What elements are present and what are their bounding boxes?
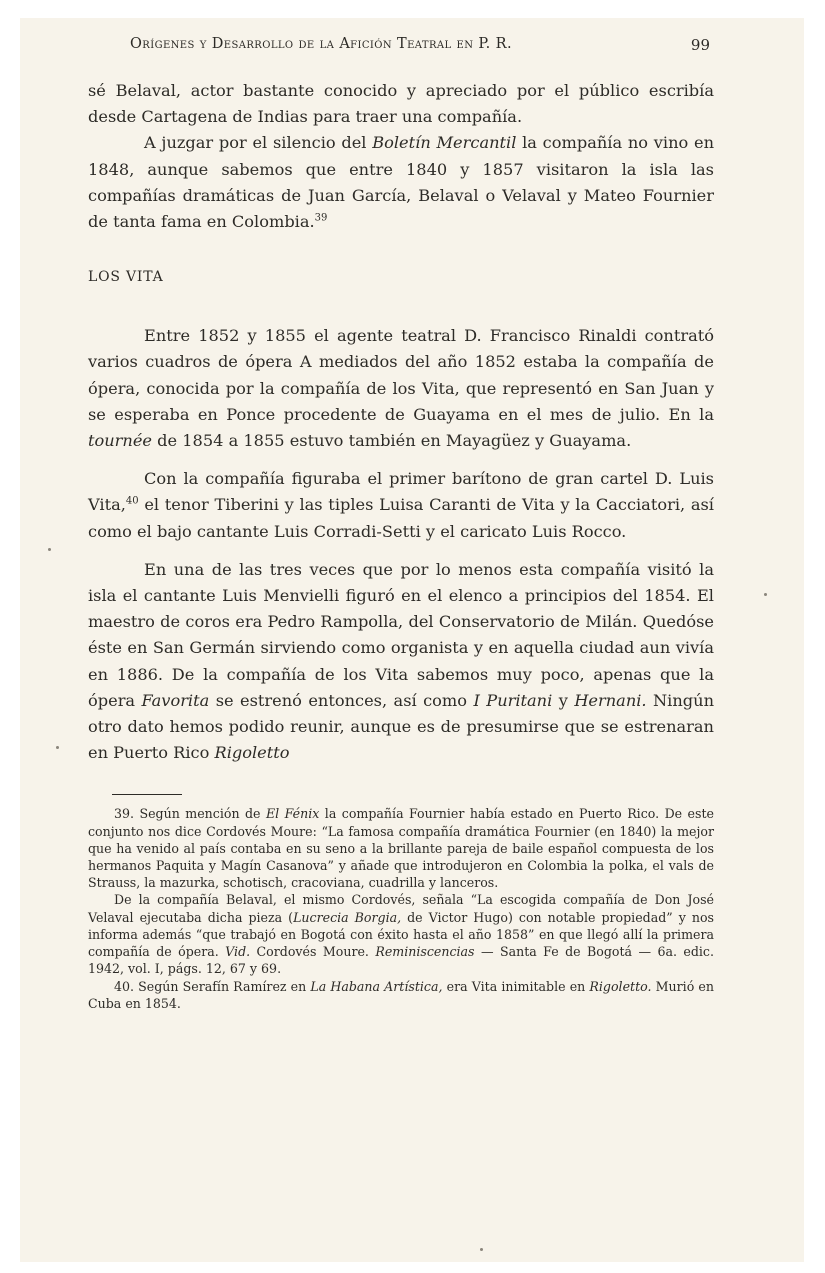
text-run: Con la compañía figuraba el primer barítono de gran cartel D. Luis Vita, bbox=[88, 469, 714, 515]
italic-title: I Puritani bbox=[473, 690, 553, 710]
italic-title: Reminiscencias bbox=[375, 944, 475, 960]
italic-title: Rigoletto. bbox=[589, 978, 652, 994]
italic-title: La Habana Artística, bbox=[310, 978, 443, 994]
paragraph-5 bbox=[88, 557, 714, 767]
text-run: el tenor Tiberini y las tiples Luisa Caranti de Vita y la Cacciatori, así como el bajo cantante Luis Corradi-Setti y el caricato Luis Rocco. bbox=[88, 495, 714, 541]
paragraph-2 bbox=[88, 130, 714, 235]
italic-title: Boletín Mercantil bbox=[372, 133, 517, 153]
text-run: la compañía Fournier había estado en Puerto Rico. De este conjunto nos dice Cordovés Moure: “La famosa compañía dramática Fournier (en 1840) la mejor que ha venido al país contaba en su seno a la brillante pareja de baile español compuesta de los hermanos Paquita y Magín Casanova” y añade que introdujeron en Colombia la polka, el vals de Strauss, la mazurka, schotisch, cracoviana, cuadrilla y lanceros. bbox=[88, 806, 714, 891]
text-run: Entre 1852 y 1855 el agente teatral D. Francisco Rinaldi contrató varios cuadros de ópera A mediados del año 1852 estaba la compañía de ópera, conocida por la compañía de los Vita, que representó en San Juan y se esperaba en Ponce procedente de Guayama en el mes de julio. En la bbox=[88, 326, 714, 424]
text-run: — Santa Fe de Bogotá — 6a. edic. 1942, vol. I, págs. 12, 67 y 69. bbox=[88, 944, 714, 977]
text-run: de 1854 a 1855 estuvo también en Mayagüez y Guayama. bbox=[152, 431, 632, 451]
text-run: 39. Según mención de bbox=[114, 806, 266, 822]
text-run: A juzgar por el silencio del bbox=[144, 133, 373, 153]
page-body bbox=[88, 78, 714, 1012]
italic-title: Rigoletto bbox=[214, 743, 290, 763]
running-header bbox=[20, 34, 804, 58]
section-heading: LOS VITA bbox=[88, 269, 164, 286]
footnote-39 bbox=[88, 805, 714, 891]
page-number: 99 bbox=[690, 36, 710, 54]
paragraph-4 bbox=[88, 466, 714, 545]
italic-title: Hernani. bbox=[574, 690, 647, 710]
text-run: Ningún otro dato hemos podido reunir, aunque es de presumirse que se estrenaran en Puerto Rico bbox=[88, 690, 714, 763]
footnote-39-continued bbox=[88, 891, 714, 977]
footnotes bbox=[88, 805, 714, 1011]
text-run: y bbox=[552, 690, 575, 710]
footnote-ref-39: 39 bbox=[314, 212, 328, 224]
paper-speck bbox=[480, 1248, 483, 1251]
text-run: 40. Según Serafín Ramírez en bbox=[114, 978, 311, 994]
main-text bbox=[88, 78, 714, 766]
text-run: En una de las tres veces que por lo menos esta compañía visitó la isla el cantante Luis Menvielli figuró en el elenco a principios del 1854. El maestro de coros era Pedro Rampolla, del Conservatorio de Milán. Quedóse éste en San Germán sirviendo como organista y en aquella ciudad aun vivía en 1886. De la compañía de los Vita sabemos muy poco, apenas que la ópera bbox=[88, 559, 714, 710]
paper-speck bbox=[48, 548, 51, 551]
text-run: era Vita inimitable en bbox=[442, 978, 590, 994]
text-run: de Victor Hugo) con notable propiedad” y nos informa además “que trabajó en Bogotá con éxito hasta el año 1858” en que llegó allí la primera compañía de ópera. bbox=[88, 909, 715, 960]
text-run: Murió en Cuba en 1854. bbox=[88, 978, 714, 1011]
italic-title: Favorita bbox=[141, 690, 210, 710]
text-run: se estrenó entonces, así como bbox=[209, 690, 474, 710]
italic-term: Vid. bbox=[225, 944, 251, 960]
paper-speck bbox=[764, 593, 767, 596]
footnote-40 bbox=[88, 978, 714, 1012]
footnote-rule bbox=[112, 794, 182, 795]
italic-term: tournée bbox=[88, 431, 152, 451]
footnote-ref-40: 40 bbox=[125, 496, 139, 508]
paragraph-1: sé Belaval, actor bastante conocido y apreciado por el público escribía desde Cartagena de Indias para traer una compañía. bbox=[88, 81, 714, 127]
text-run: la compañía no vino en 1848, aunque sabemos que entre 1840 y 1857 visitaron la isla las compañías dramáticas de Juan García, Belaval o Velaval y Mateo Fournier de tanta fama en Colombia. bbox=[88, 133, 714, 232]
italic-title: Lucrecia Borgia, bbox=[293, 909, 402, 925]
paragraph-3 bbox=[88, 323, 714, 454]
running-title: Orígenes y Desarrollo de la Afición Teatral en P. R. bbox=[130, 36, 512, 52]
italic-title: El Fénix bbox=[265, 806, 320, 822]
text-run: De la compañía Belaval, el mismo Cordovés, señala “La escogida compañía de Don José Velaval ejecutaba dicha pieza ( bbox=[88, 892, 714, 925]
text-run: Cordovés Moure. bbox=[250, 944, 376, 960]
book-page bbox=[20, 18, 804, 1262]
paper-speck bbox=[56, 746, 59, 749]
